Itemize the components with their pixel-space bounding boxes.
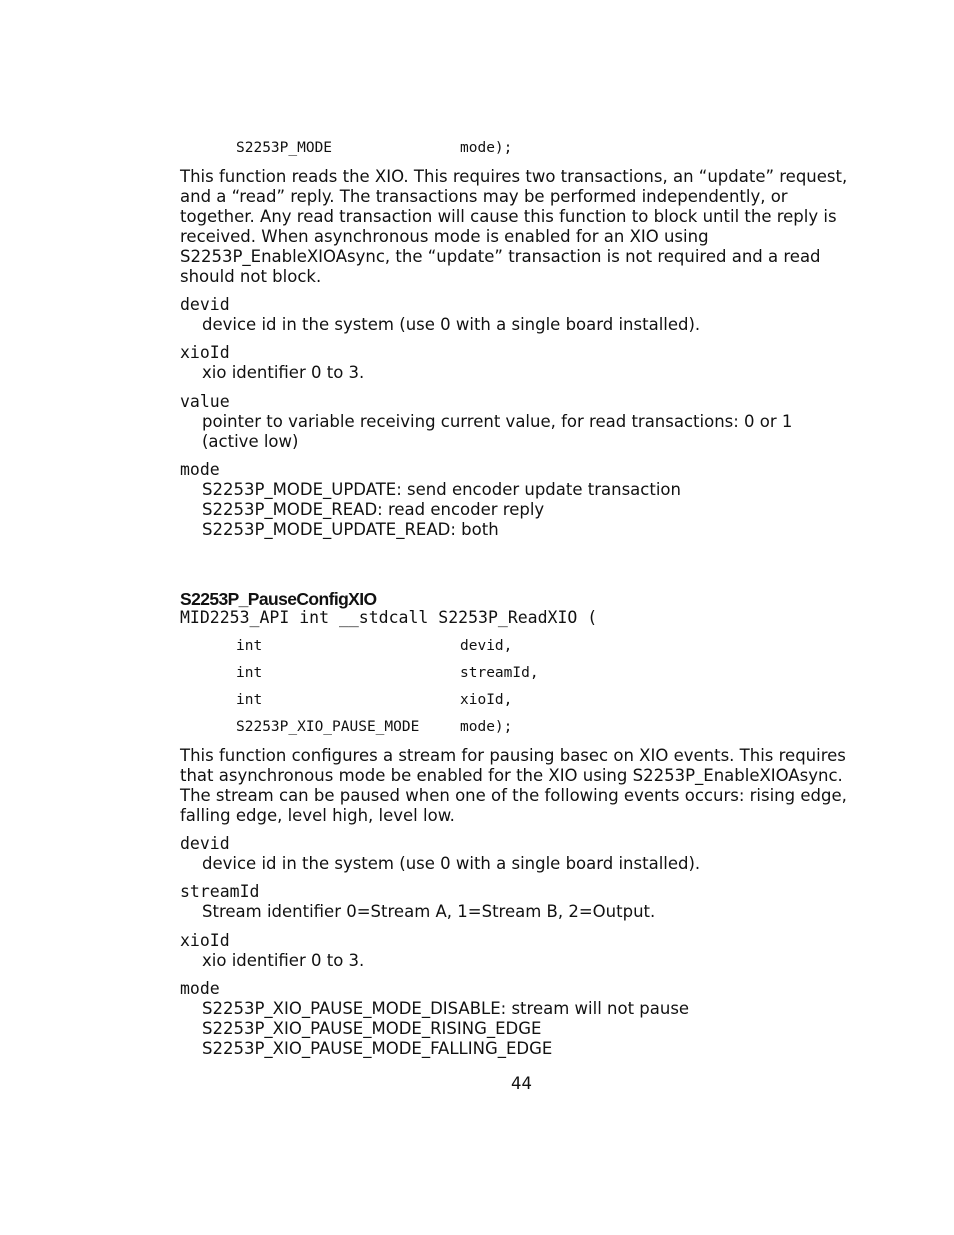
signature-param: devid, [460,638,513,654]
param-name-streamid: streamId [180,882,260,901]
mode-option: S2253P_XIO_PAUSE_MODE_DISABLE: stream will not pause [202,999,690,1018]
signature-type: int [236,692,263,708]
signature-type: int [236,665,263,681]
param-name-xioid: xioId [180,343,230,362]
read-xio-description: This function reads the XIO. This requires two transactions, an “update” request, and a “read” reply. The transactions may be performed independently, or together. Any read transaction will cause this function to block until the reply is received. When asynchronous mode is enabled for an XIO using S2253P_EnableXIOAsync, the “update” transaction is not required and a read should not block. [180,167,848,286]
mode-option: S2253P_XIO_PAUSE_MODE_RISING_EDGE [202,1019,542,1038]
mode-option: S2253P_MODE_READ: read encoder reply [202,500,545,519]
mode-option: S2253P_XIO_PAUSE_MODE_FALLING_EDGE [202,1039,553,1058]
param-name-devid: devid [180,834,230,853]
param-desc-streamid: Stream identifier 0=Stream A, 1=Stream B, 2=Output. [202,902,656,921]
param-name-mode: mode [180,979,220,998]
signature-param: streamId, [460,665,539,681]
param-name-value: value [180,392,230,411]
mode-option: S2253P_MODE_UPDATE_READ: both [202,520,499,539]
mode-option: S2253P_MODE_UPDATE: send encoder update transaction [202,480,681,499]
signature-type: S2253P_MODE [236,140,333,156]
function-prototype: MID2253_API int __stdcall S2253P_ReadXIO ( [180,608,598,627]
section-heading: S2253P_PauseConfigXIO [180,589,377,609]
param-name-devid: devid [180,295,230,314]
pause-config-description: This function configures a stream for pausing basec on XIO events. This requires that asynchronous mode be enabled for the XIO using S2253P_EnableXIOAsync. The stream can be paused when one of the following events occurs: rising edge, falling edge, level high, level low. [180,746,847,825]
signature-param: xioId, [460,692,513,708]
param-desc-xioid: xio identifier 0 to 3. [202,951,365,970]
param-desc-devid: device id in the system (use 0 with a single board installed). [202,854,701,873]
param-desc-value: pointer to variable receiving current value, for read transactions: 0 or 1 (active low) [202,412,793,451]
param-name-mode: mode [180,460,220,479]
param-desc-devid: device id in the system (use 0 with a single board installed). [202,315,701,334]
page-number: 44 [511,1074,532,1093]
param-name-xioid: xioId [180,931,230,950]
signature-type: int [236,638,263,654]
signature-param: mode); [460,719,513,735]
signature-type: S2253P_XIO_PAUSE_MODE [236,719,420,735]
param-desc-xioid: xio identifier 0 to 3. [202,363,365,382]
signature-param: mode); [460,140,513,156]
